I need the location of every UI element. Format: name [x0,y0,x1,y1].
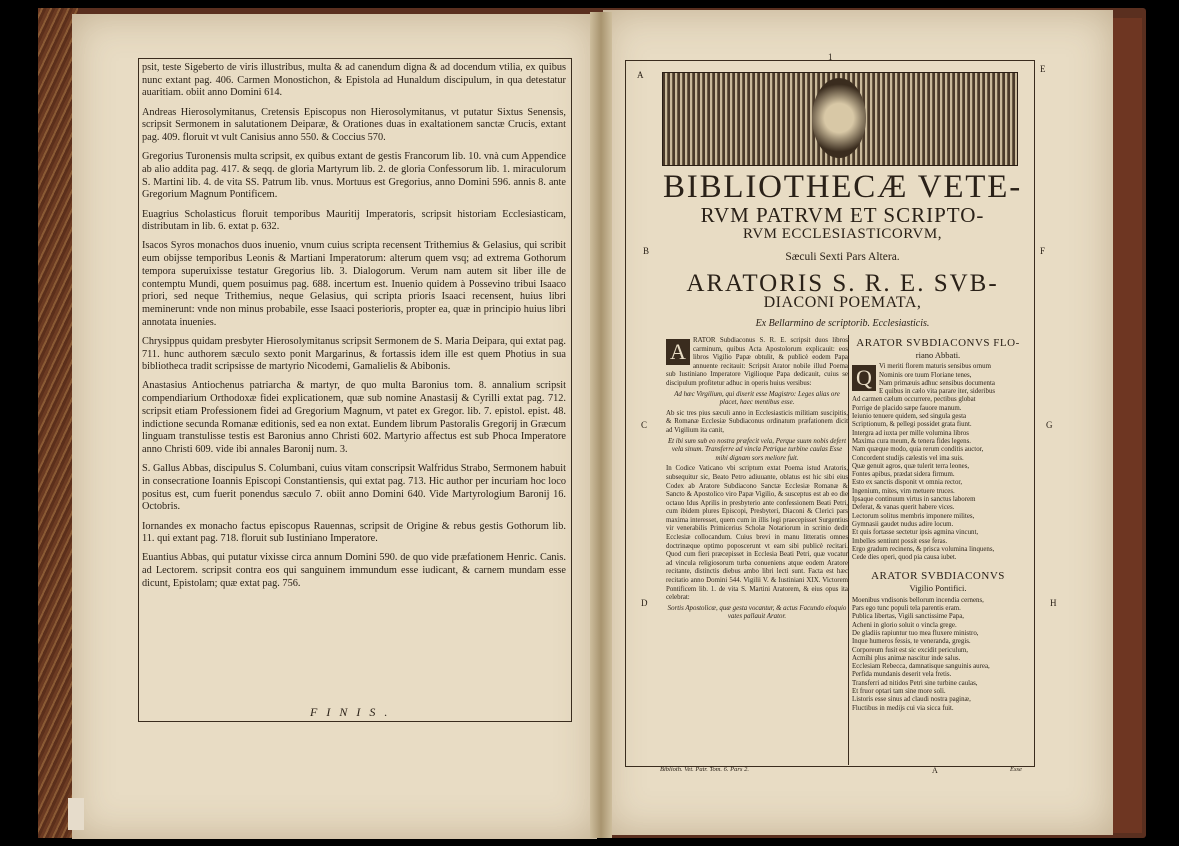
margin-letter: E [1040,64,1046,74]
verse-line: Cede dies operi, quod pia causa iubet. [852,554,957,562]
margin-letter: A [637,70,644,80]
margin-letter: G [1046,420,1053,430]
verse-line: E quibus in cælo vita parare iter, sideribus [879,388,996,396]
verse-line: Fontes apibus, prædat sidera firmum. [852,471,955,479]
verse-line: Porrige de placido sæpe fauore manum. [852,404,962,412]
verse-line: Listoris esse sinus ad claudi nostra paginæ, [852,696,971,704]
poem-subheading: riano Abbati. [915,350,961,360]
verse-line: Pars ego tunc populi tela parentis eram. [852,605,961,613]
left-paragraph: Isacos Syros monachos duos inuenio, vnum cuius scripta recensent Trithemius & Gelasius, qui scribit eum obijsse temporibus Leonis & Martiani Imperatorum: alterum quem vsq; ad extrema Gothorum tempora superuixisse testatur Gregorius lib. 3. Dialogorum. Verum nam autem sit liber ille de contemptu Mundi, quem posuimus pag. 688. incertum est. Inuenio quidem à Possevino tribui Isaaco priori, sed neque Trithemius, neque Gelasius, qui scripta prioris Isaaci recensent, huius libri meminerunt: vnde non minus probabile, esse Isaaci posterioris, propter ea, quæ in principio huius libri annotata inuenies. [142,240,566,328]
col-a-intro: RATOR Subdiaconus S. R. E. scripsit duos libros carminum, quibus Acta Apostolorum explicauit: eos libros Vigilio Papæ obtulit, & publicè eodem Papa annuente recitauit: Scripsit Arator nobile illud Poema sub Iustiniano Imperatore Vigilioque Papa dedicauit, cuius se discipulum profitetur adhuc in operis huius versibus: [666,337,848,387]
book-gutter [590,12,612,838]
verse-line: Imbelles sentiunt possit esse feras. [852,537,948,545]
left-paragraph: Euagrius Scholasticus floruit temporibus Mauritij Imperatoris, scripsit historiam Ecclesiasticam, distributam in lib. 6. extat p. 632. [142,208,566,233]
verse-line: Acmihi plus animæ nascitur inde salus. [852,654,961,662]
verse-line: Scriptionum, & pellegi possidet grata fiunt. [852,421,972,429]
margin-letter: H [1050,598,1057,608]
verse-line: Et fruor optari tam sine more soli. [852,687,946,695]
left-paragraph: Euantius Abbas, qui putatur vixisse circa annum Domini 590. de quo vide præfationem Henric. Canis. ad Lectorem. scripsit contra eos qui sanguinem immundum esse iudicant, & carnem mundam esse dicunt, Epistolam; quæ extat pag. 756. [142,552,566,589]
title-line-3: RVM ECCLESIASTICORVM, [743,226,942,242]
signature-mark: A [932,766,938,775]
verse-line: Transferri ad nitidos Petri sine turbine caulas, [852,679,978,687]
verse-line: Ad carmen cælum occurrere, pectibus globat [852,396,976,404]
verse-line: Fluctibus in medijs cui via sicca fuit. [852,704,954,712]
verse-line: Lectorum solitus membris imponere milites, [852,512,975,520]
verse-line: Corporeum fusit est sic excidit periculum, [852,646,968,654]
title-line-6: DIACONI POEMATA, [763,294,922,311]
verse-line: Perfida mundanis deserit vela fretis. [852,671,952,679]
verse-line: Deferat, & vanas querit habere vices. [852,504,955,512]
title-line-2: RVM PATRVM ET SCRIPTO- [700,203,985,227]
page-number: 1 [828,52,833,62]
verse-line: Quæ genuit agros, quæ tulerit terra leones, [852,462,970,470]
margin-letter: C [641,420,648,430]
verse-line: Nam primæuis adhuc sensibus documenta [879,379,995,387]
verse-line: Acheni in glorio soluit o vincla grege. [852,621,957,629]
right-column-b [852,337,1024,713]
poem-heading: ARATOR SVBDIACONVS FLO- [856,337,1020,349]
col-a-verse: Ad hæc Virgilium, qui dixerit esse Magistro: Leges alias ore placet, haec mentibus esse. [674,390,840,407]
leather-board-right [1112,18,1142,833]
verse-line: Ieiunio tenuere quidem, sed singula gesta [852,413,967,421]
footer-title: Biblioth. Vet. Patr. Tom. 6. Pars 2. [660,766,749,773]
verse-line: Concordent studijs cælestis vel ima suis. [852,454,964,462]
verse-line: Nominis ore tuum Floriane tenes, [879,371,972,379]
verse-line: Publica libertas, Vigili sanctissime Papa, [852,613,964,621]
left-paragraph: Andreas Hierosolymitanus, Cretensis Episcopus non Hierosolymitanus, vt putatur Sixtus Senensis, scripsit Sermonem in salutationem Deiparæ, & Orationes duas in exaltationem sanctæ Crucis, extant pag. 409. floruit vt vult Canisius anno 550. & Coccius 570. [142,106,566,144]
finis-text: FINIS. [310,705,397,719]
verse-line: Maxima cura meum, & tenera fides legens. [852,437,972,445]
left-paragraph: Chrysippus quidam presbyter Hierosolymitanus scripsit Sermonem de S. Maria Deipara, qui extat pag. 711. hunc authorem sæculo sexto ponit Margarinus, & fortassis idem ille est quem Photius in sua bibliotheca tradit scripsisse de martyrio Nicodemi, Gamalielis & Abibonis. [142,335,566,373]
margin-letter: D [641,598,648,608]
verse-line: Nam quæque modo, quia rerum conditis auctor, [852,446,984,454]
col-a-body: In Codice Vaticano vbi scriptum extat Poema istud Aratoris, subsequitur sic, Beato Petro adiuuante, oblatus est hic sibi eius Codex ab Aratore Subdiacono Sanctæ Ecclesiæ Romanæ & Sancto & Apostolico viro Papæ Vigilio, & susceptus est ab eo die octauo Idus Aprilis in presbyterio ante confessionem Beati Petri, cum ibidem plures Episcopi, Presbyteri, Diaconi & Clerici pars maxima interesset, quem cum in illis legi praecepisset Surgentius vir venerabilis Primicerius Scholæ Notariorum in scrinio dedit Ecclesiæ collocandum. Cuius brevi in manu litteratis omnes doctrinæque optimo poposcerunt vt eam sibi publicè recitari. Quod cum fieri præcepisset in Ecclesia Beati Petri, quæ vocatur ad vincula religiosorum turba conueniens atque eodem Aratore recitante, distinctis diebus ambo libri lecti sunt. Facta est hæc recitatio anno Domini 544. Vigilii V. & Iustiniani XIX. Victorem Pontificem lib. 1. de vita S. Martini Aratorem, & eius opus ita celebrat: [666,465,848,602]
verse-line: Ecclesiam Rebecca, damnatisque sanguinis aurea, [852,663,990,671]
verse-line: Vi meriti florem maturis sensibus ornum [879,363,991,371]
margin-letter: F [1040,246,1046,256]
title-line-5: ARATORIS S. R. E. SVB- [686,270,999,297]
verse-line: De gladiis rapiuntur tuo mea fluxere ministro, [852,629,979,637]
source-note: Ex Bellarmino de scriptorib. Ecclesiasticis. [755,318,930,329]
catchword: Esse [1010,766,1022,773]
left-paragraph: Anastasius Antiochenus patriarcha & martyr, de quo multa Baronius tom. 8. annalium scripsit compendiarium Orthodoxæ fidei explicationem, quæ sub nomine Anastasij & Cyrilli extat pag. 712. scripsit etiam Professionem fidei ad Gregorium Magnum, vt patet ex Gregor. lib. 7. epistol. epist. 48. indictione secunda Romanæ editionis, sed ea non extat. Eundem librum Pastoralis Gregorij in Græcum linguam transtulisse testis est Baronius anno Christi 602. Martyrio affectus est sub Phoca Imperatore anno Christi 609. vide ibi annales Baronij num. 3. [142,380,566,455]
col-a-verse: Et ibi sum sub eo nostra præfecit vela, Perque suum nobis defert vela sinum. Transferre ad vincla Petrique turbine caulas Esse mihi dignam sors meliore fuit. [667,437,847,462]
col-a-mid: Ab sic tres pius sæculi anno in Ecclesiasticis militiam suscipitis, & Romanæ Ecclesiæ Subdiaconus ordinatum præfationem dicit ad Vigilium ita canit, [666,409,848,434]
verse-line: Moenibus vndisonis bellorum incendia cernens, [852,596,984,604]
poem-heading: ARATOR SVBDIACONVS [871,570,1005,583]
left-paragraph: S. Gallus Abbas, discipulus S. Columbani, cuius vitam conscripsit Walfridus Strabo, Sermonem habuit in consecratione Ioannis Episcopi Constantiensis, qui extat pag. 713. Hic author per incuriam hoc loco positus est, cum fuerit ponendus sæculo 7. obiit anno Domini 640. Vide Martyrologium Baronij 16. Octobris. [142,463,566,513]
column-rule [848,335,849,765]
left-paragraph: Iornandes ex monacho factus episcopus Rauennas, scripsit de Origine & rebus gestis Gothorum lib. 11. qui extant pag. 718. floruit sub Iustiniano Imperatore. [142,520,566,545]
title-line-1: BIBLIOTHECÆ VETE- [662,169,1023,205]
left-text-column [142,62,566,718]
verse-line: Inque humeros fessis, te veneranda, gregis. [852,638,971,646]
col-a-verse: Sortis Apostolicæ, quæ gesta vocantur, & actus Facundo eloquio vates pallauit Arator. [667,604,847,621]
verse-line: Intergra ad iuxta per mille volumina libros [852,429,969,437]
left-paragraph: Gregorius Turonensis multa scripsit, ex quibus extant de gestis Francorum lib. 10. vnà cum Appendice ab alio addita pag. 417. & seqq. de gloria Martyrum lib. 2. de gloria Confessorum lib. 1. miraculorum S. Martini lib. 4. de vita SS. Patrum lib. vnus. Mortuus est Gregorius, anno Domini 596. annis 8. ante Gregorium Magnum Pontificem. [142,151,566,201]
verse-line: Gymnasii gaudet nudus adire locum. [852,520,954,528]
margin-letter: B [643,246,650,256]
right-column-a [666,337,848,624]
verse-line: Et quis fortasse sectetur ipsis agmina vincunt, [852,529,979,537]
title-line-4: Sæculi Sexti Pars Altera. [785,251,900,263]
left-paragraph: psit, teste Sigeberto de viris illustribus, multa & ad canendum digna & ad docendum vtilia, ex quibus nunc extant pag. 406. Carmen Monostichon, & Epistola ad Hunaldum discipulum, in qua detestatur auaritiam. obiit anno Domini 614. [142,62,566,99]
poem-subheading: Vigilio Pontifici. [909,583,967,594]
verse-line: Esto ex sanctis disponit vt omnia rector, [852,479,963,487]
verse-line: Ipsaque continuum virtus in sanctus laborem [852,496,976,504]
verse-line: Ergo gradum recinens, & prisca volumina linquens, [852,545,995,553]
verse-line: Ingenium, mites, vim metuere truces. [852,487,955,495]
woodcut-medallion [812,78,866,158]
library-tag [68,798,84,830]
dropcap-a: A [666,339,690,365]
dropcap-q: Q [852,365,876,391]
